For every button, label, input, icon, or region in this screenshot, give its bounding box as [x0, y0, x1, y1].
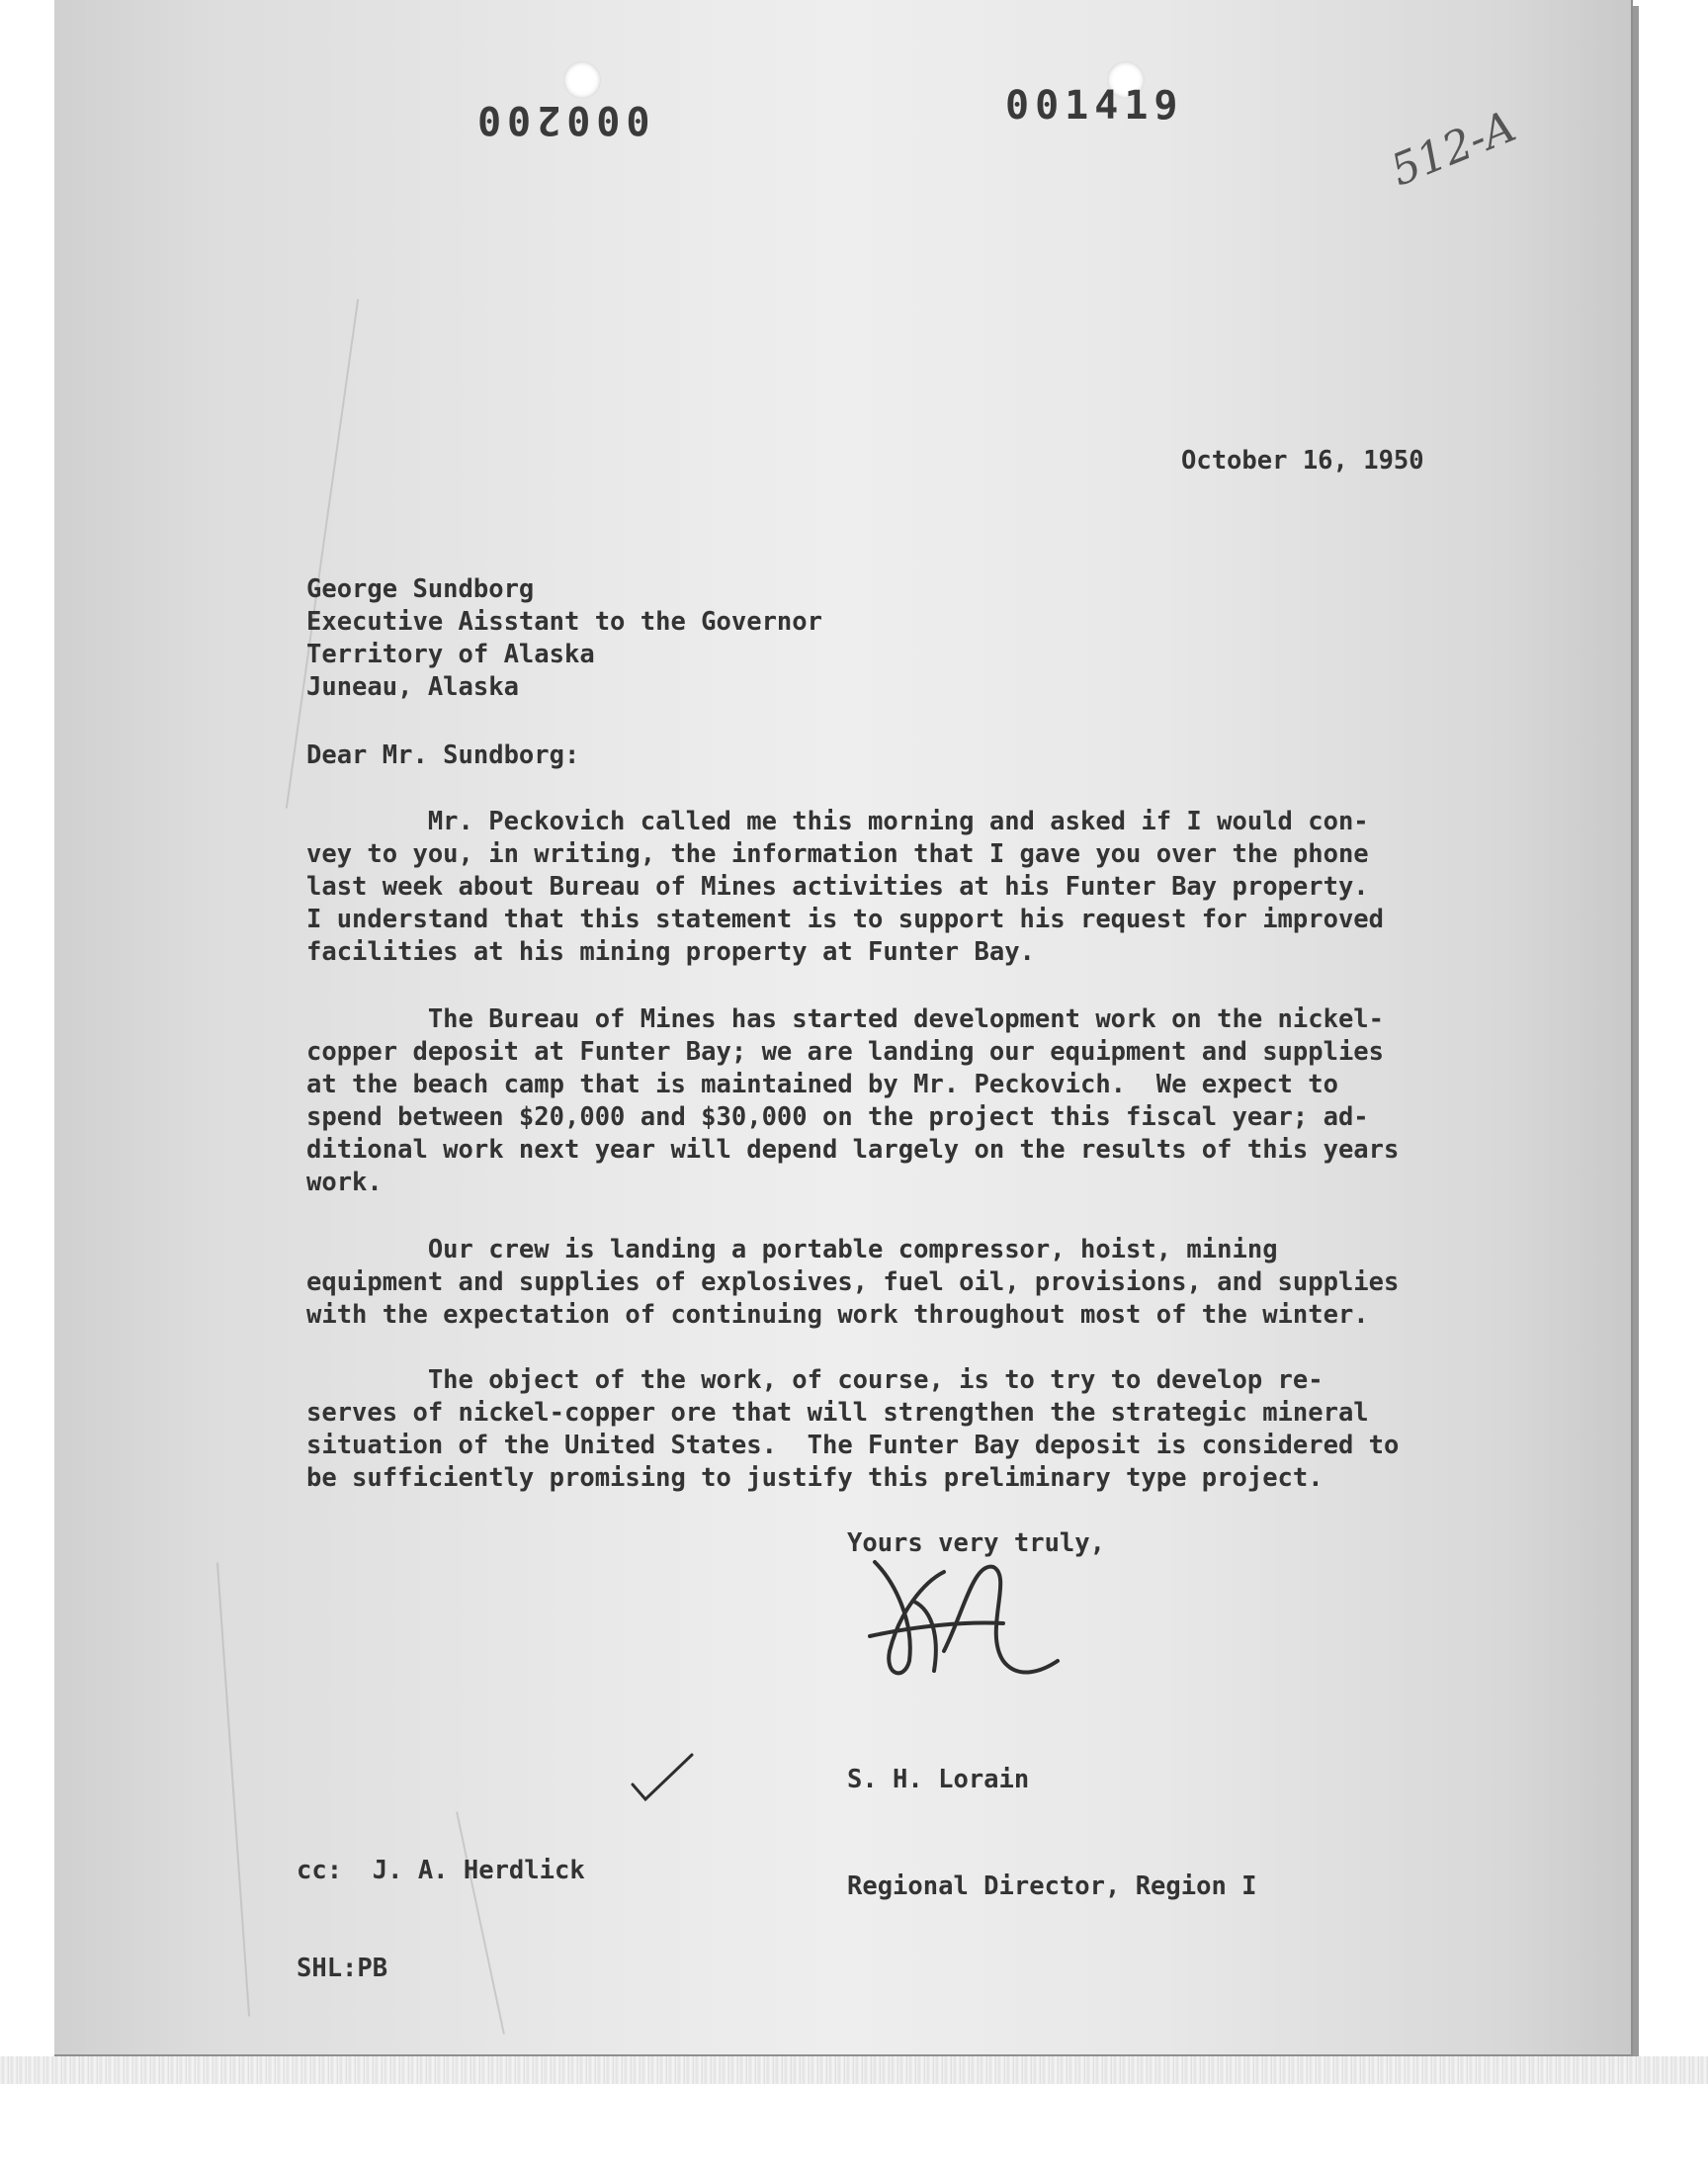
handwritten-file-note: 512-A	[1384, 101, 1523, 197]
signer-name: S. H. Lorain	[847, 1765, 1030, 1794]
body-paragraph-3: Our crew is landing a portable compressor, hoist, mining equipment and supplies of explosives, fuel oil, provisions, and supplies with the expectation of continuing work throughout most of the winter.	[306, 1235, 1400, 1330]
page-stamp-left: 000200	[471, 97, 650, 142]
scan-edge-band	[0, 2056, 1708, 2084]
salutation: Dear Mr. Sundborg:	[306, 740, 580, 770]
letter-date: October 16, 1950	[1181, 446, 1424, 476]
checkmark-icon	[628, 1750, 697, 1809]
signature-icon	[855, 1542, 1082, 1691]
complimentary-closing: Yours very truly,	[847, 1528, 1105, 1558]
page-stamp-right: 001419	[1005, 83, 1184, 129]
punch-hole	[563, 61, 601, 99]
paper-crease	[216, 1562, 250, 2016]
letter-page	[54, 0, 1633, 2056]
body-paragraph-4: The object of the work, of course, is to try to develop re- serves of nickel-copper ore that will strengthen the strategic mineral situation of the United States. The Funter Bay deposit is considered to be sufficiently promising to justify this preliminary type project.	[306, 1365, 1400, 1493]
cc-line: cc: J. A. Herdlick	[297, 1856, 585, 1885]
cc-block	[297, 1789, 585, 2050]
reference-initials: SHL:PB	[297, 1954, 388, 1983]
signer-title: Regional Director, Region I	[847, 1871, 1257, 1901]
body-paragraph-1: Mr. Peckovich called me this morning and asked if I would con- vey to you, in writing, the information that I gave you over the phone last week about Bureau of Mines activities at his Funter Bay property. I understand that this statement is to support his request for improved facilities at his mining property at Funter Bay.	[306, 807, 1385, 967]
body-paragraph-2: The Bureau of Mines has started development work on the nickel- copper deposit at Funter Bay; we are landing our equipment and supplies at the beach camp that is maintained by Mr. Peckovich. We expect to spend between $20,000 and $30,000 on the project this fiscal year; ad- ditional work next year will depend largely on the results of this years work.	[306, 1004, 1400, 1197]
paper-crease	[286, 299, 359, 808]
recipient-address: George Sundborg Executive Aisstant to the Governor Territory of Alaska Juneau, Alaska	[306, 574, 822, 702]
signature-block	[847, 1691, 1257, 1975]
